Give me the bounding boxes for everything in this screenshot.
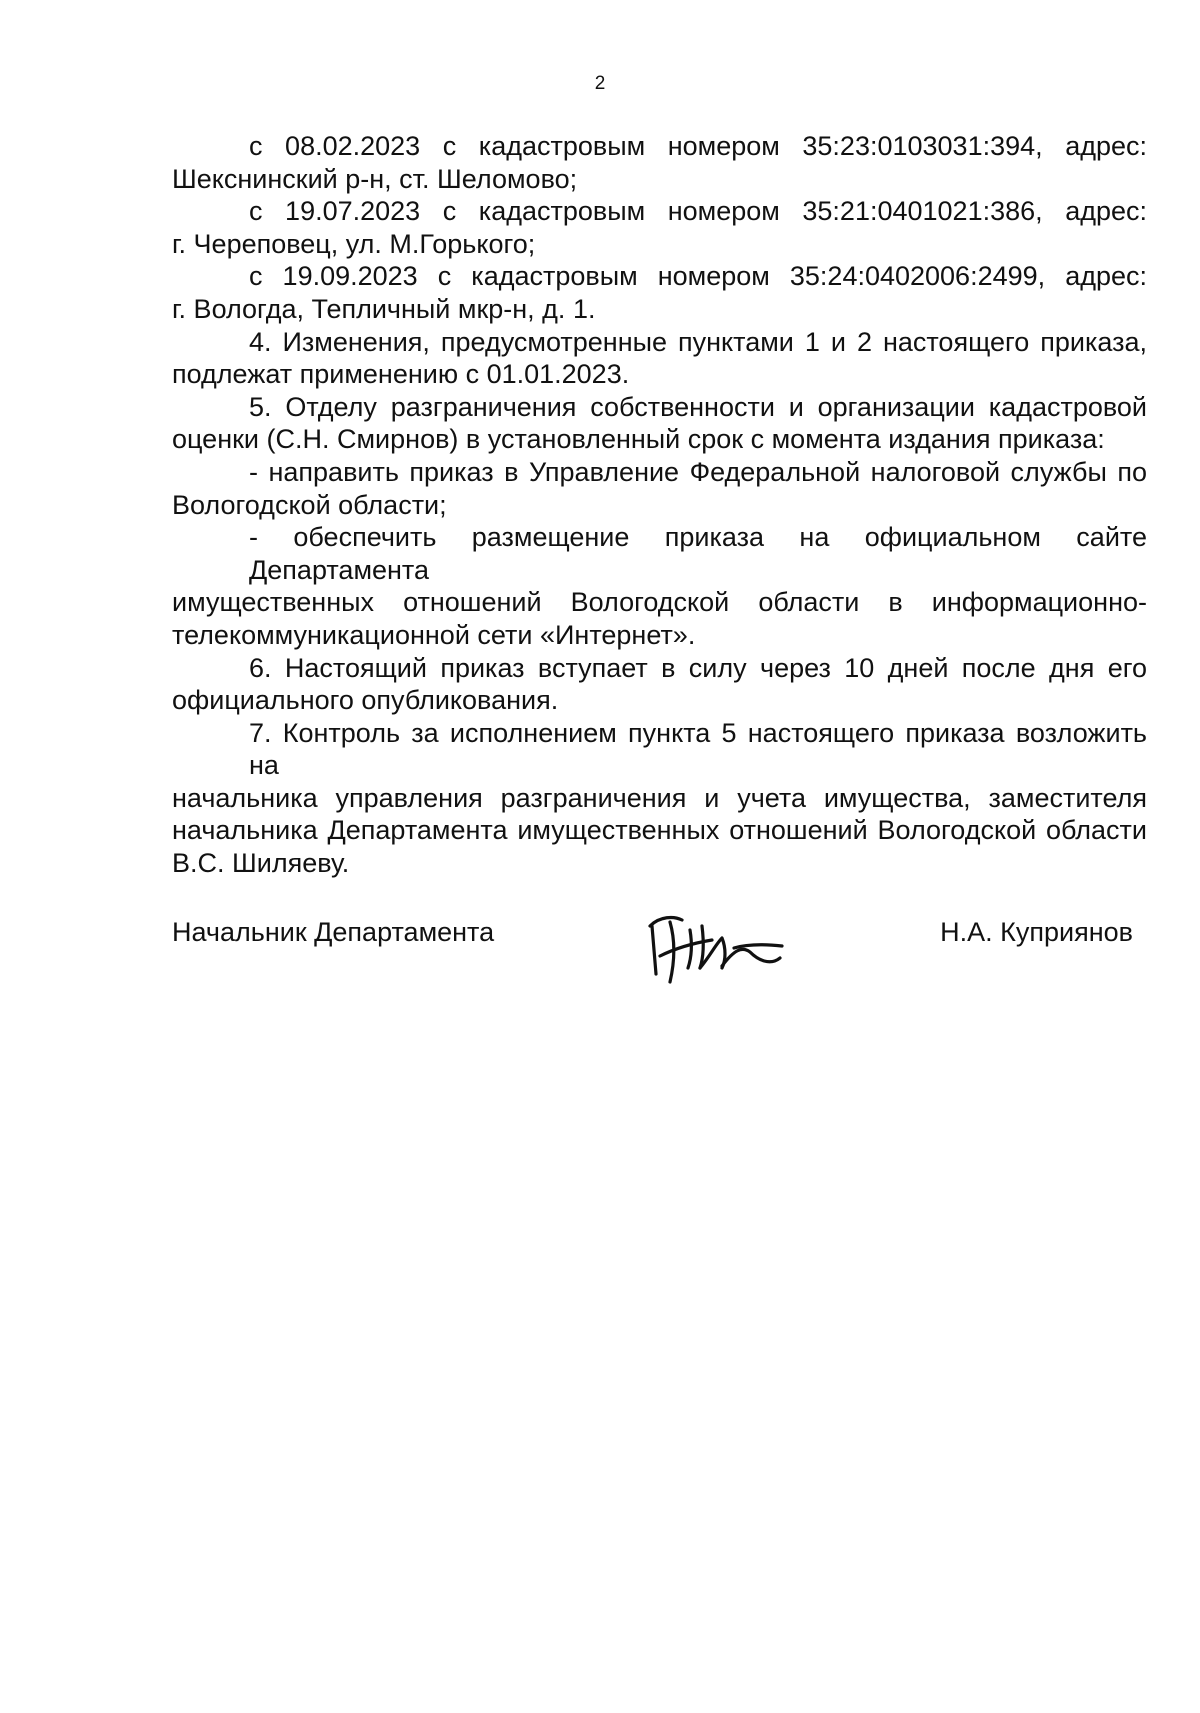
text-line: начальника Департамента имущественных отношений Вологодской области [172,815,1147,846]
text-line: телекоммуникационной сети «Интернет». [172,619,696,650]
text-line: 6. Настоящий приказ вступает в силу через 10 дней после дня его [249,652,1147,683]
cadastral-item-2 [172,195,1147,260]
text-line: с 08.02.2023 с кадастровым номером 35:23:0103031:394, адрес: [249,131,1147,161]
page-number: 2 [594,73,606,94]
cadastral-item-1 [172,130,1147,195]
text-line: с 19.09.2023 с кадастровым номером 35:24:0402006:2499, адрес: [249,261,1147,292]
clause-7 [172,717,1147,880]
text-line: г. Череповец, ул. М.Горького; [172,228,536,259]
text-line: Шекснинский р-н, ст. Шеломово; [172,163,578,194]
signatory-title: Начальник Департамента [172,917,495,947]
handwritten-signature [630,886,790,996]
text-line: официального опубликования. [172,685,559,716]
text-line: с 19.07.2023 с кадастровым номером 35:21:0401021:386, адрес: [249,196,1147,227]
text-line: Вологодской области; [172,489,447,520]
text-line: имущественных отношений Вологодской области в информационно- [172,587,1147,618]
text-line: - обеспечить размещение приказа на официальном сайте Департамента [249,522,1147,585]
clause-5-task-2 [172,521,1147,651]
text-line: начальника управления разграничения и учета имущества, заместителя [172,782,1147,813]
text-line: - направить приказ в Управление Федеральной налоговой службы по [249,456,1147,487]
text-line: оценки (С.Н. Смирнов) в установленный срок с момента издания приказа: [172,424,1105,455]
clause-4 [172,326,1147,391]
clause-5 [172,391,1147,456]
text-line: 7. Контроль за исполнением пункта 5 настоящего приказа возложить на [249,717,1147,781]
text-line: подлежат применению с 01.01.2023. [172,359,630,390]
text-line: 5. Отделу разграничения собственности и организации кадастровой [249,391,1147,422]
document-body [172,130,1147,880]
clause-5-task-1 [172,456,1147,521]
text-line: В.С. Шиляеву. [172,848,350,879]
text-line: 4. Изменения, предусмотренные пунктами 1 и 2 настоящего приказа, [249,326,1147,357]
signature-block [172,900,1147,1010]
clause-6 [172,652,1147,717]
cadastral-item-3 [172,260,1147,325]
signatory-name: Н.А. Куприянов [940,917,1133,947]
text-line: г. Вологда, Тепличный мкр-н, д. 1. [172,293,596,324]
